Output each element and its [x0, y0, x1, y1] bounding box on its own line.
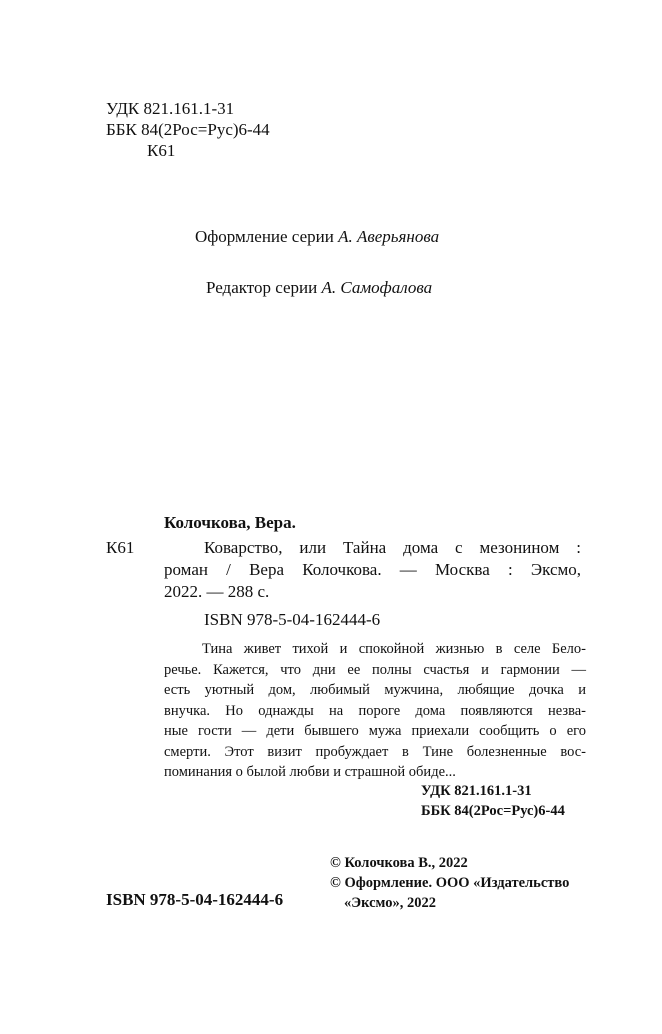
series-design-credit	[195, 226, 439, 248]
catalog-title-line-1: Коварство, или Тайна дома с мезонином :	[204, 538, 581, 557]
abstract-line: ные гости — дети бывшего мужа приехали сообщить о его	[164, 723, 586, 739]
header-author-mark: К61	[147, 141, 176, 160]
header-udk: УДК 821.161.1-31	[106, 99, 235, 118]
series-editor-label: Редактор серии	[206, 278, 318, 297]
abstract-line: речье. Кажется, что дни ее полны счастья и гармонии —	[164, 661, 586, 678]
footer-isbn: ISBN 978-5-04-162444-6	[106, 890, 284, 909]
classification-bbk: ББК 84(2Рос=Рус)6-44	[421, 803, 565, 819]
catalog-title-line-2: роман / Вера Колочкова. — Москва : Эксмо,	[164, 560, 581, 579]
copyright-design: © Оформление. ООО «Издательство	[330, 875, 570, 891]
header-bbk: ББК 84(2Рос=Рус)6-44	[106, 120, 270, 139]
catalog-mark: К61	[106, 538, 135, 557]
series-editor-name: А. Самофалова	[321, 278, 433, 297]
copyright-author: © Колочкова В., 2022	[330, 855, 468, 871]
abstract-line: есть уютный дом, любимый мужчина, любящие дочка и	[164, 682, 586, 698]
abstract-line: внучка. Но однажды на пороге дома появляются незва-	[164, 702, 586, 719]
series-editor-credit	[206, 277, 432, 299]
abstract-line: смерти. Этот визит пробуждает в Тине болезненные вос-	[164, 743, 586, 760]
copyright-publisher: «Эксмо», 2022	[344, 895, 436, 911]
catalog-isbn: ISBN 978-5-04-162444-6	[204, 610, 381, 629]
abstract	[164, 639, 586, 783]
series-design-label: Оформление серии	[195, 227, 334, 246]
series-design-name: А. Аверьянова	[338, 227, 440, 246]
abstract-line: поминания о былой любви и страшной обиде...	[164, 764, 456, 780]
catalog-author: Колочкова, Вера.	[164, 513, 296, 532]
abstract-line: Тина живет тихой и спокойной жизнью в селе Бело-	[202, 641, 586, 657]
catalog-title-line-3: 2022. — 288 с.	[164, 582, 270, 601]
classification-udk: УДК 821.161.1-31	[421, 783, 532, 799]
